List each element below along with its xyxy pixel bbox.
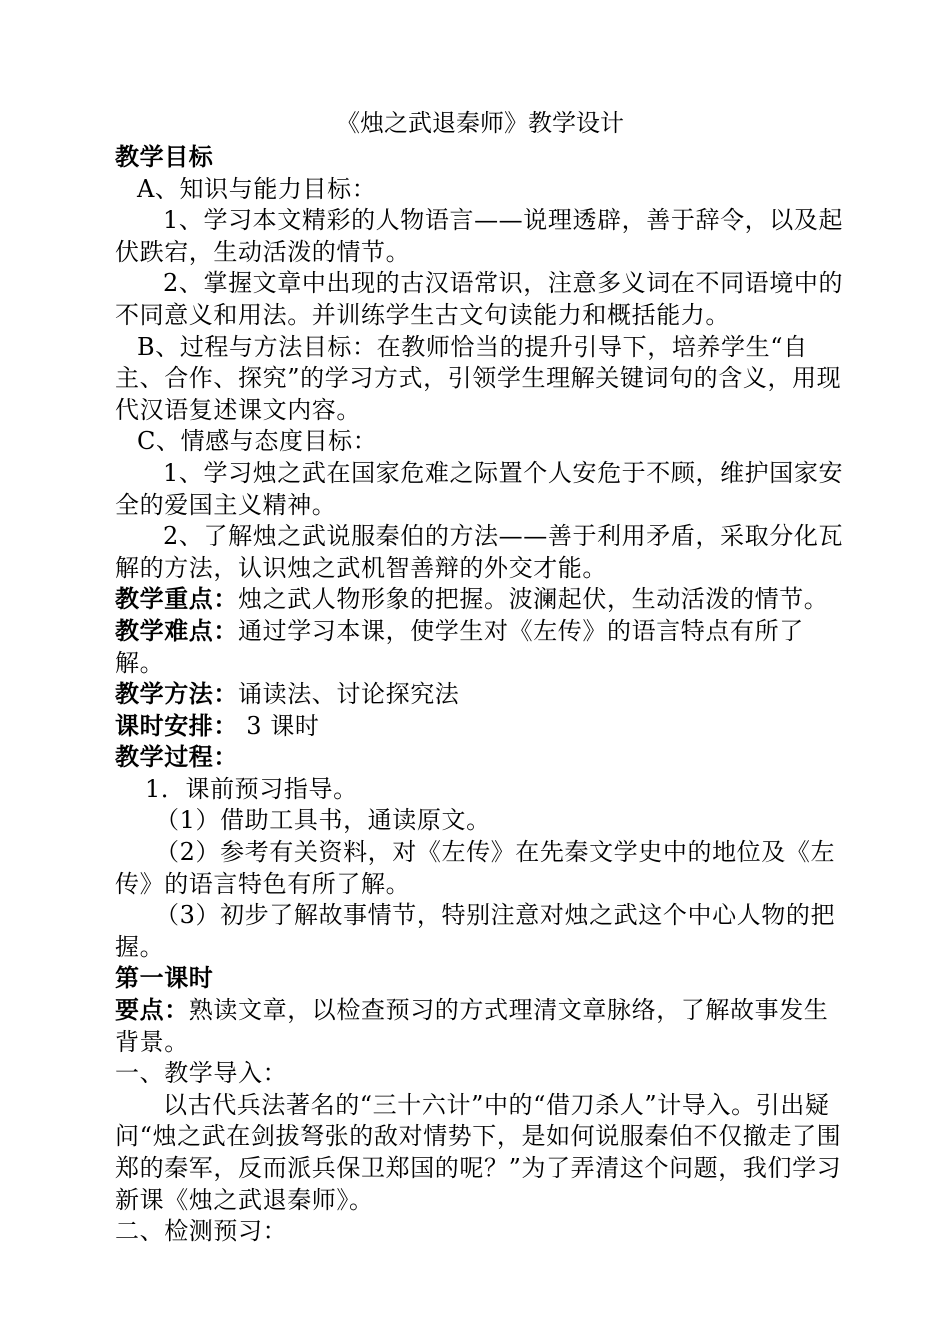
preview-step-1: （1）借助工具书，通读原文。	[155, 806, 491, 835]
key-points-line	[115, 584, 845, 616]
key-points-text: 烛之武人物形象的把握。波澜起伏，生动活泼的情节。	[238, 585, 829, 614]
difficulty-text: 通过学习本课，使学生对《左传》的语言特点有所了解。	[115, 616, 804, 677]
points-text: 熟读文章，以检查预习的方式理清文章脉络，了解故事发生背景。	[115, 996, 829, 1056]
preview-guidance: 1．课前预习指导。	[145, 774, 358, 803]
method-label: 教学方法：	[115, 680, 238, 709]
intro-heading: 一、教学导入：	[115, 1059, 288, 1088]
preview-step-2: （2）参考有关资料，对《左传》在先秦文学史中的地位及《左传》的语言特色有所了解。	[115, 838, 836, 898]
key-points-label: 教学重点：	[115, 585, 238, 614]
emotion-goal-1: 1、学习烛之武在国家危难之际置个人安危于不顾，维护国家安全的爱国主义精神。	[115, 458, 844, 519]
method-line	[115, 679, 845, 711]
teaching-process-heading: 教学过程：	[115, 743, 238, 772]
intro-text: 以古代兵法著名的“三十六计”中的“借刀杀人”计导入。引出疑问“烛之武在剑拔弩张的敌对情势下，是如何说服秦伯不仅撤走了围郑的秦军，反而派兵保卫郑国的呢？”为了弄清这个问题，我们学习新课《烛之武退秦师》。	[115, 1090, 842, 1214]
preview-step-3: （3）初步了解故事情节，特别注意对烛之武这个中心人物的把握。	[115, 901, 836, 961]
emotion-goals-heading: C、情感与态度目标：	[137, 427, 378, 456]
knowledge-goal-1: 1、学习本文精彩的人物语言——说理透辟，善于辞令，以及起伏跌宕，生动活泼的情节。	[115, 206, 844, 266]
difficulty-line	[115, 616, 845, 679]
schedule-line	[115, 711, 845, 743]
lesson-one-heading: 第一课时	[115, 964, 214, 993]
preview-check-heading: 二、检测预习：	[115, 1217, 288, 1246]
schedule-label: 课时安排：	[115, 711, 238, 740]
document-body	[115, 142, 845, 1248]
teaching-goals-heading: 教学目标	[115, 143, 214, 171]
difficulty-label: 教学难点：	[115, 616, 238, 645]
process-method-goals: B、过程与方法目标：在教师恰当的提升引导下，培养学生“自主、合作、探究”的学习方式，引领学生理解关键词句的含义，用现代汉语复述课文内容。	[115, 332, 842, 424]
document-title: 《烛之武退秦师》教学设计	[336, 109, 624, 137]
schedule-text: 3 课时	[238, 711, 320, 740]
knowledge-goal-2: 2、掌握文章中出现的古汉语常识，注意多义词在不同语境中的不同意义和用法。并训练学生古文句读能力和概括能力。	[115, 269, 844, 329]
knowledge-goals-heading: A、知识与能力目标：	[137, 174, 377, 203]
method-text: 诵读法、讨论探究法	[238, 680, 460, 709]
points-label: 要点：	[115, 996, 189, 1025]
emotion-goal-2: 2、了解烛之武说服秦伯的方法——善于利用矛盾，采取分化瓦解的方法，认识烛之武机智善辩的外交才能。	[115, 522, 844, 582]
points-line	[115, 995, 845, 1058]
